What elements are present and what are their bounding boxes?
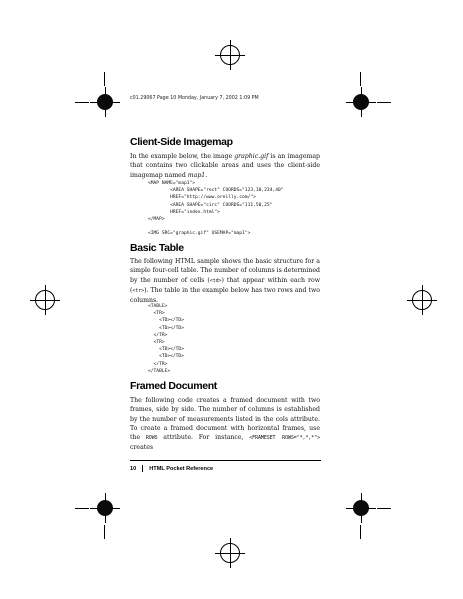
paragraph-text: The following code creates a framed document with two frames, side by side. The number of columns is established by the number of measurements listed in the cols attribute. To create a framed document with horizontal frames, use the xyxy=(130,397,320,442)
inline-code: <FRAMESET ROWS="*,*,*"> xyxy=(249,435,320,442)
crop-mark xyxy=(75,508,89,509)
crop-mark xyxy=(104,525,105,539)
footer-divider xyxy=(142,465,143,472)
paragraph-text: . xyxy=(205,171,208,179)
registration-mark-top-left xyxy=(90,87,120,117)
registration-mark-bottom xyxy=(215,538,245,568)
crop-mark xyxy=(360,72,361,86)
paragraph-text: creates xyxy=(130,444,154,452)
paragraph-text: ). The table in the example below has two rows and two columns. xyxy=(130,286,320,305)
registration-mark-right xyxy=(407,285,437,315)
code-block-imagemap: <MAP NAME="map1"> <AREA SHAPE="rect" COORDS="123,10,234,40" HREF="http://www.oreilly.com/"> <AREA SHAPE="circ" COORDS="111,50,25" HREF="index.html"> </MAP> <IMG SRC="graphic.gif" USEMAP="map1"> xyxy=(148,181,284,237)
printer-slug: c01.29067 Page 10 Monday, January 7, 2002 1:09 PM xyxy=(130,96,259,101)
footer-rule xyxy=(130,460,321,461)
paragraph-text: ) that appear within each row ( xyxy=(130,276,320,294)
paragraph-framed-document xyxy=(130,396,320,453)
inline-mapname: map1 xyxy=(187,171,206,179)
heading-client-side-imagemap: Client-Side Imagemap xyxy=(130,136,233,148)
inline-filename: graphic.gif xyxy=(234,153,269,160)
crop-mark xyxy=(104,72,105,86)
crop-mark xyxy=(377,102,391,103)
paragraph-text: is an imagemap that contains two clickable areas and uses the client-side imagemap named xyxy=(130,153,320,179)
paragraph-text: The following HTML sample shows the basic structure for a simple four-cell table. The number of columns is determined by the number of cells ( xyxy=(130,258,320,284)
paragraph-text: In the example below, the image xyxy=(130,153,235,160)
inline-code: <td> xyxy=(209,277,222,284)
book-title: HTML Pocket Reference xyxy=(149,465,214,472)
registration-mark-left xyxy=(30,285,60,315)
page-number: 10 xyxy=(130,465,137,472)
registration-mark-bottom-left xyxy=(90,493,120,523)
page-footer xyxy=(130,465,213,472)
paragraph-text: attribute. For instance, xyxy=(157,434,250,442)
crop-mark xyxy=(75,102,89,103)
heading-framed-document: Framed Document xyxy=(130,380,217,392)
paragraph-basic-table xyxy=(130,257,320,305)
registration-mark-top xyxy=(215,40,245,70)
crop-mark xyxy=(360,525,361,539)
inline-code: <tr> xyxy=(132,287,145,294)
registration-mark-bottom-right xyxy=(346,493,376,523)
paragraph-imagemap xyxy=(130,152,320,180)
code-block-table: <TABLE> <TR> <TD></TD> <TD></TD> </TR> <TR> <TD></TD> <TD></TD> </TR> </TABLE> xyxy=(148,304,184,374)
crop-mark xyxy=(377,508,391,509)
heading-basic-table: Basic Table xyxy=(130,242,184,254)
inline-code: ROWS xyxy=(145,435,158,442)
registration-mark-top-right xyxy=(346,87,376,117)
